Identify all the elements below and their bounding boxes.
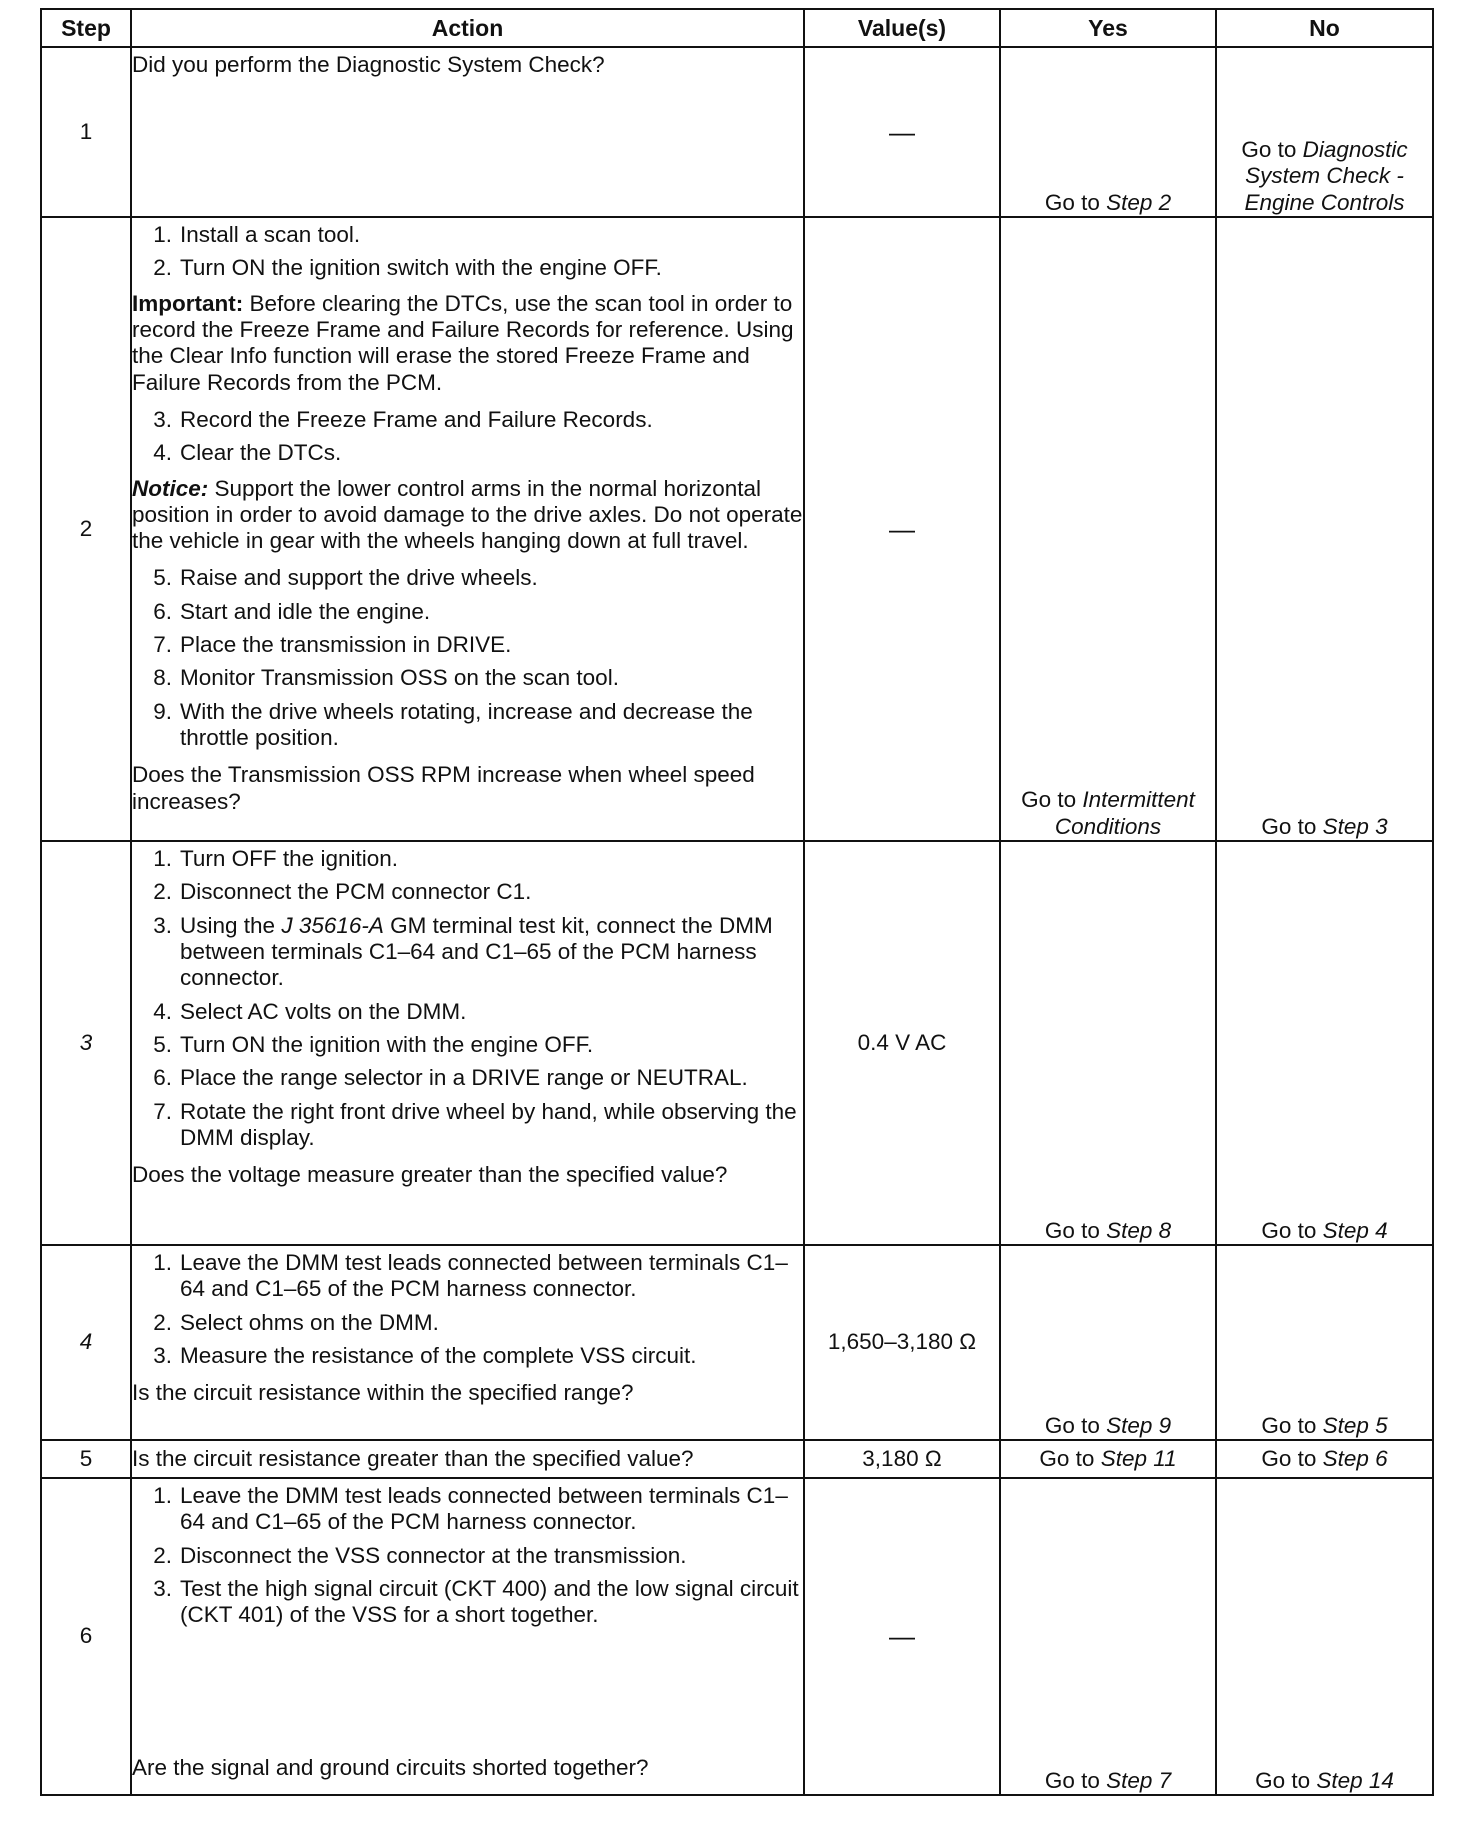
notice-text: Support the lower control arms in the normal horizontal position in order to avoid damage to the drive axles. Do not operate the vehicle in gear with the wheels hanging down at full travel.: [132, 475, 803, 554]
action-cell: [131, 217, 804, 841]
header-values: Value(s): [804, 9, 1000, 47]
header-action: Action: [131, 9, 804, 47]
yes-link[interactable]: Step 2: [1106, 189, 1172, 215]
value-text: —: [889, 1621, 915, 1652]
yes-cell: [1000, 1478, 1216, 1795]
yes-prefix: Go to: [1044, 1412, 1107, 1438]
yes-prefix: Go to: [1044, 1217, 1107, 1243]
step-number: 2: [41, 217, 131, 841]
value-cell: [804, 1478, 1000, 1795]
action-cell: [131, 1440, 804, 1478]
value-cell: [804, 47, 1000, 217]
table-row: [41, 1478, 1433, 1795]
no-link[interactable]: Diagnostic System Check - Engine Controls: [1244, 137, 1408, 215]
yes-prefix: Go to: [1044, 189, 1107, 215]
notice-note: [132, 476, 803, 555]
no-cell: [1216, 47, 1433, 217]
yes-prefix: Go to: [1039, 1445, 1101, 1471]
step-question: Is the circuit resistance within the specified range?: [132, 1380, 634, 1406]
step-number: 4: [41, 1245, 131, 1440]
value-cell: [804, 1440, 1000, 1478]
table-row: [41, 1245, 1433, 1440]
no-prefix: Go to: [1261, 1412, 1323, 1438]
yes-cell: [1000, 1440, 1216, 1478]
no-prefix: Go to: [1241, 137, 1303, 163]
no-cell: [1216, 1245, 1433, 1440]
action-cell: [131, 1478, 804, 1795]
yes-cell: [1000, 841, 1216, 1245]
list-item: 1. Install a scan tool.: [153, 222, 361, 247]
yes-link[interactable]: Step 8: [1106, 1217, 1172, 1243]
action-list: [132, 218, 803, 289]
action-cell: [131, 841, 804, 1245]
important-text: Before clearing the DTCs, use the scan tool in order to record the Freeze Frame and Failure Records for reference. Using the Clear Info function will erase the stored Freeze Frame and Failure Records from the PCM.: [132, 290, 794, 395]
list-item: 1. Leave the DMM test leads connected between terminals C1–64 and C1–65 of the PCM harness connector.: [153, 1483, 788, 1535]
list-item: 6. Start and idle the engine.: [153, 598, 431, 624]
yes-link[interactable]: Intermittent Conditions: [1054, 787, 1195, 839]
list-item: 3. Measure the resistance of the complete VSS circuit.: [153, 1342, 697, 1368]
list-item: 2. Disconnect the PCM connector C1.: [153, 879, 532, 905]
list-item: 8. Monitor Transmission OSS on the scan tool.: [153, 665, 619, 691]
list-item: 3. Test the high signal circuit (CKT 400) and the low signal circuit (CKT 401) of the VSS for a short together.: [153, 1575, 799, 1628]
tool-reference: J 35616-A: [281, 912, 384, 938]
table-row: [41, 217, 1433, 841]
no-prefix: Go to: [1261, 1445, 1323, 1471]
no-link[interactable]: Step 3: [1322, 813, 1388, 839]
list-item: 2. Turn ON the ignition switch with the engine OFF.: [153, 255, 662, 281]
notice-label: Notice:: [132, 475, 209, 501]
table-row: [41, 1440, 1433, 1478]
table-row: [41, 47, 1433, 217]
step-question: Does the voltage measure greater than the specified value?: [132, 1162, 728, 1188]
list-item: 6. Place the range selector in a DRIVE range or NEUTRAL.: [153, 1065, 748, 1091]
value-text: 3,180 Ω: [862, 1445, 942, 1471]
value-text: 0.4 V AC: [857, 1029, 947, 1055]
action-cell: [131, 1245, 804, 1440]
yes-cell: [1000, 217, 1216, 841]
action-list: [132, 1479, 803, 1636]
list-item: 7. Place the transmission in DRIVE.: [153, 632, 512, 658]
no-prefix: Go to: [1261, 813, 1323, 839]
no-prefix: Go to: [1261, 1217, 1323, 1243]
important-note: [132, 291, 803, 396]
no-link[interactable]: Step 4: [1322, 1217, 1388, 1243]
list-item: 4. Clear the DTCs.: [153, 440, 342, 466]
step-question: Are the signal and ground circuits shorted together?: [132, 1754, 649, 1780]
yes-cell: [1000, 47, 1216, 217]
yes-link[interactable]: Step 7: [1106, 1767, 1172, 1793]
step-number: 6: [41, 1478, 131, 1795]
header-no: No: [1216, 9, 1433, 47]
list-item: 7. Rotate the right front drive wheel by hand, while observing the DMM display.: [153, 1098, 797, 1150]
list-item: 3. Record the Freeze Frame and Failure Records.: [153, 406, 653, 432]
list-item: 2. Select ohms on the DMM.: [153, 1309, 439, 1335]
step-question: Is the circuit resistance greater than the specified value?: [132, 1446, 694, 1472]
step-question: Does the Transmission OSS RPM increase when wheel speed increases?: [132, 762, 755, 814]
no-cell: [1216, 1478, 1433, 1795]
list-item: 1. Leave the DMM test leads connected between terminals C1–64 and C1–65 of the PCM harness connector.: [153, 1250, 788, 1302]
value-text: —: [889, 513, 915, 544]
yes-link[interactable]: Step 9: [1106, 1412, 1172, 1438]
value-text: 1,650–3,180 Ω: [827, 1329, 977, 1355]
no-link[interactable]: Step 6: [1322, 1445, 1388, 1471]
list-item: 2. Disconnect the VSS connector at the transmission.: [153, 1542, 687, 1568]
table-row: [41, 841, 1433, 1245]
value-text: —: [889, 116, 915, 147]
yes-prefix: Go to: [1044, 1767, 1107, 1793]
value-cell: [804, 841, 1000, 1245]
no-cell: [1216, 841, 1433, 1245]
step-number: 3: [41, 841, 131, 1245]
no-prefix: Go to: [1255, 1767, 1317, 1793]
list-item: 9. With the drive wheels rotating, increase and decrease the throttle position.: [153, 698, 753, 750]
action-list: [132, 842, 803, 1158]
table-header-row: [41, 9, 1433, 47]
no-cell: [1216, 217, 1433, 841]
action-list: [132, 561, 803, 758]
header-yes: Yes: [1000, 9, 1216, 47]
no-link[interactable]: Step 5: [1322, 1412, 1388, 1438]
step-number: 5: [41, 1440, 131, 1478]
list-item: 3. Using the J 35616-A GM terminal test kit, connect the DMM between terminals C1–64 and C1–65 of the PCM harness connector.: [153, 912, 773, 991]
no-cell: [1216, 1440, 1433, 1478]
value-cell: [804, 217, 1000, 841]
action-cell: [131, 47, 804, 217]
step-question: Did you perform the Diagnostic System Check?: [132, 52, 605, 77]
header-step: Step: [41, 9, 131, 47]
list-item: 4. Select AC volts on the DMM.: [153, 998, 467, 1024]
list-item: 1. Turn OFF the ignition.: [153, 846, 399, 871]
diagnostic-table: [40, 8, 1434, 1796]
yes-cell: [1000, 1245, 1216, 1440]
list-item: 5. Raise and support the drive wheels.: [153, 565, 538, 591]
value-cell: [804, 1245, 1000, 1440]
list-item: 5. Turn ON the ignition with the engine OFF.: [153, 1031, 594, 1057]
yes-prefix: Go to: [1021, 787, 1083, 813]
action-list: [132, 1246, 803, 1376]
yes-link[interactable]: Step 11: [1100, 1445, 1177, 1471]
important-label: Important:: [132, 290, 244, 316]
step-number: 1: [41, 47, 131, 217]
no-link[interactable]: Step 14: [1316, 1767, 1394, 1793]
action-list: [132, 403, 803, 474]
